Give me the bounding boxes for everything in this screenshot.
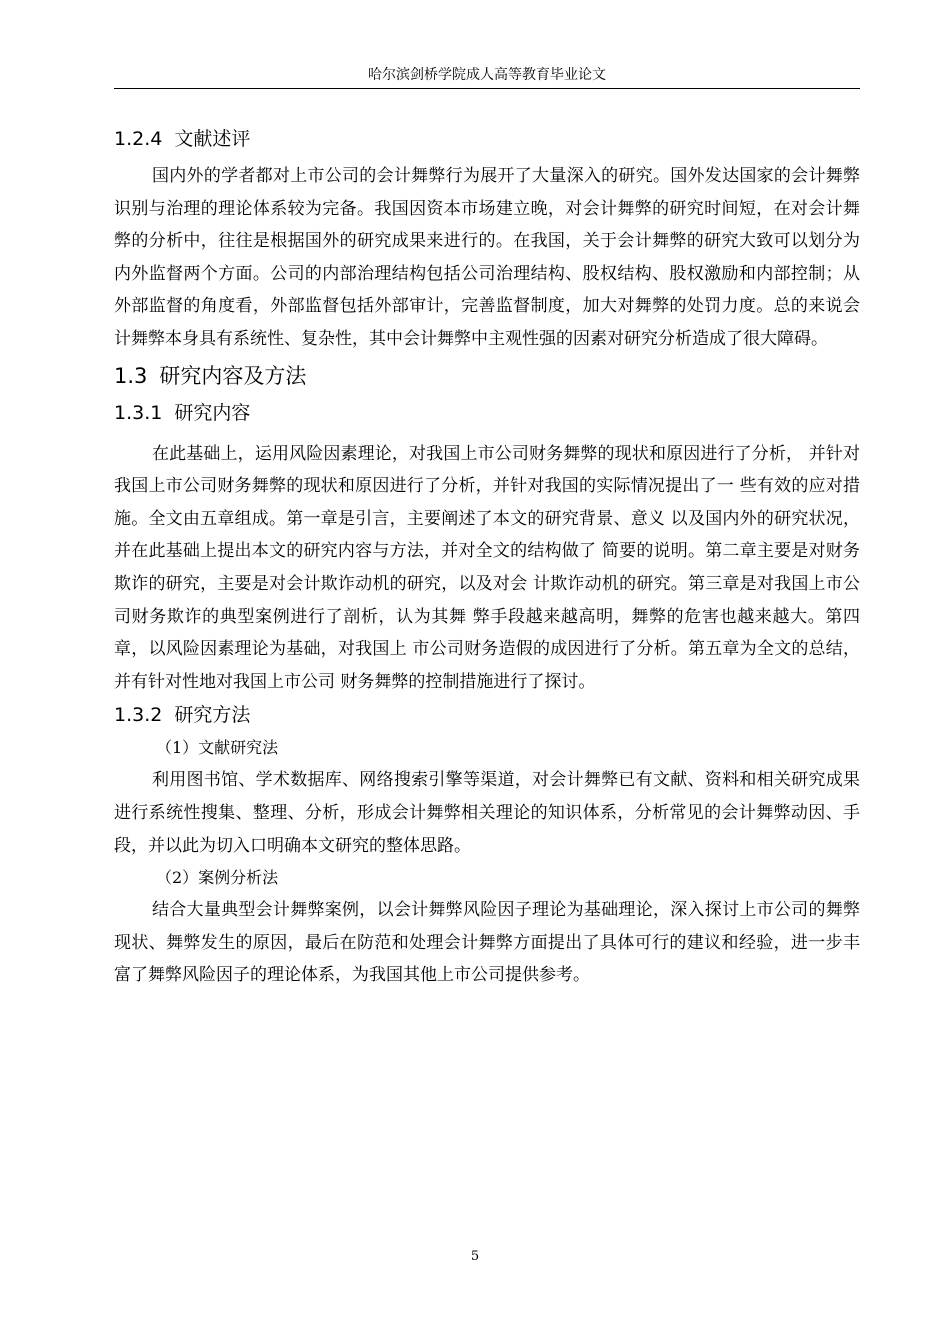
paragraph-method-case-study: 结合大量典型会计舞弊案例，以会计舞弊风险因子理论为基础理论，深入探讨上市公司的舞弊现状、舞弊发生的原因，最后在防范和处理会计舞弊方面提出了具体可行的建议和经验，进一步丰富了舞弊风险因子的理论体系，为我国其他上市公司提供参考。 xyxy=(114,900,860,986)
page-number: 5 xyxy=(470,1249,480,1264)
section-number: 1.3.1 xyxy=(114,401,163,424)
section-title: 研究内容 xyxy=(174,401,251,424)
section-heading-1-3-1 xyxy=(114,396,860,430)
section-title: 研究内容及方法 xyxy=(159,363,307,388)
section-title: 研究方法 xyxy=(174,704,251,727)
section-number: 1.3 xyxy=(114,363,148,388)
method-label-literature: （1）文献研究法 xyxy=(156,738,279,758)
paragraph-method-literature: 利用图书馆、学术数据库、网络搜索引擎等渠道，对会计舞弊已有文献、资料和相关研究成果进行系统性搜集、整理、分析，形成会计舞弊相关理论的知识体系，分析常见的会计舞弊动因、手段，并以此为切入口明确本文研究的整体思路。 xyxy=(114,770,860,856)
section-heading-1-3-2 xyxy=(114,698,860,732)
method-label-case-study: （2）案例分析法 xyxy=(156,868,279,888)
section-heading-1-2-4 xyxy=(114,122,860,156)
section-number: 1.3.2 xyxy=(114,704,163,727)
paragraph-research-content: 在此基础上，运用风险因素理论，对我国上市公司财务舞弊的现状和原因进行了分析， 并针对我国上市公司财务舞弊的现状和原因进行了分析，并针对我国的实际情况提出了一 些有效的应对措施。全文由五章组成。第一章是引言，主要阐述了本文的研究背景、意义 以及国内外的研究状况，并在此基础上提出本文的研究内容与方法，并对全文的结构做了 简要的说明。第二章主要是对财务欺诈的研究，主要是对会计欺诈动机的研究，以及对会 计欺诈动机的研究。第三章是对我国上市公司财务欺诈的典型案例进行了剖析，认为其舞 弊手段越来越高明，舞弊的危害也越来越大。第四章，以风险因素理论为基础，对我国上 市公司财务造假的成因进行了分析。第五章为全文的总结，并有针对性地对我国上市公司 财务舞弊的控制措施进行了探讨。 xyxy=(114,443,860,692)
section-heading-1-3 xyxy=(114,356,860,396)
paragraph-literature-review: 国内外的学者都对上市公司的会计舞弊行为展开了大量深入的研究。国外发达国家的会计舞弊识别与治理的理论体系较为完备。我国因资本市场建立晚，对会计舞弊的研究时间短，在对会计舞弊的分析中，往往是根据国外的研究成果来进行的。在我国，关于会计舞弊的研究大致可以划分为内外监督两个方面。公司的内部治理结构包括公司治理结构、股权结构、股权激励和内部控制；从外部监督的角度看，外部监督包括外部审计，完善监督制度，加大对舞弊的处罚力度。总的来说会计舞弊本身具有系统性、复杂性，其中会计舞弊中主观性强的因素对研究分析造成了很大障碍。 xyxy=(114,166,860,349)
section-number: 1.2.4 xyxy=(114,128,163,150)
running-header: 哈尔滨剑桥学院成人高等教育毕业论文 xyxy=(368,67,606,83)
header-rule xyxy=(114,88,860,89)
page-content xyxy=(114,122,860,992)
section-title: 文献述评 xyxy=(174,128,251,150)
